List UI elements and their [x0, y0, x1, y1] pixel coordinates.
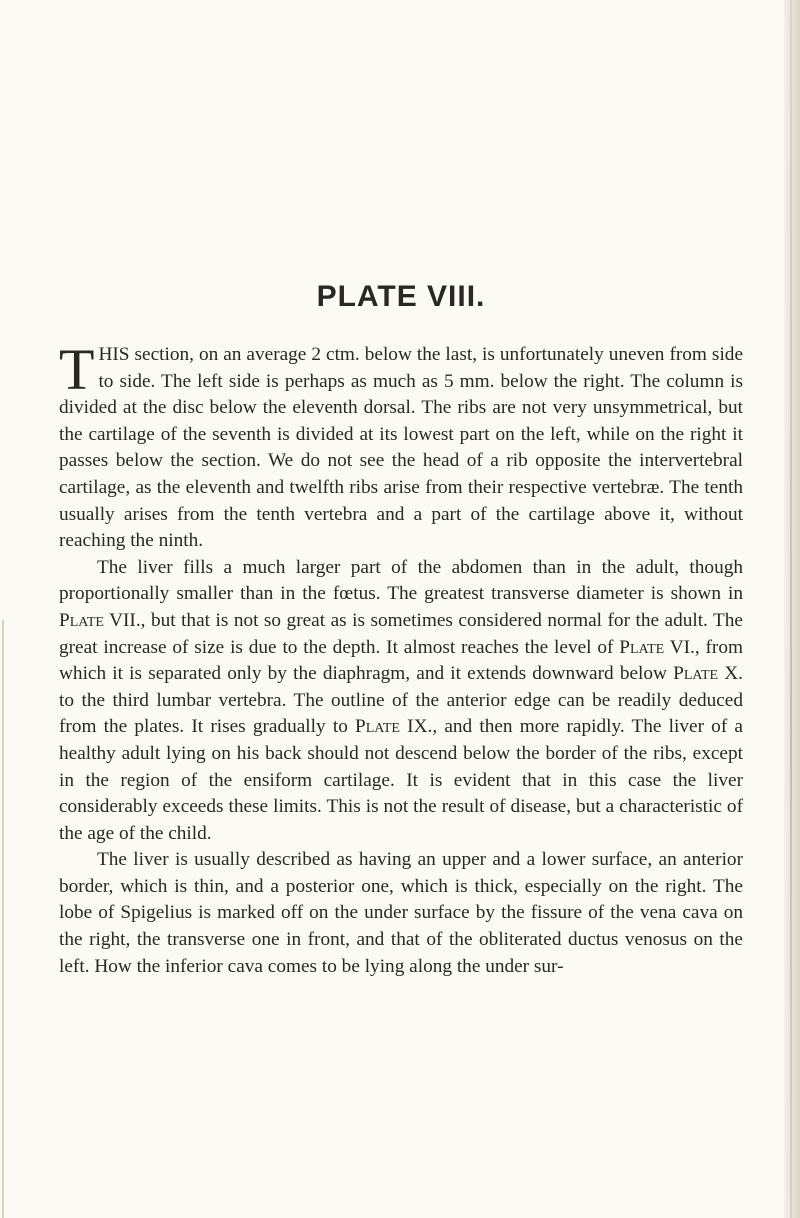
- plate-reference: Plate: [355, 716, 400, 738]
- paragraph-2-text-4: X. to the third lumbar vertebra. The outline of the anterior edge can be readily deduced from the plates. It rises gradually to: [59, 663, 743, 738]
- paragraph-2-text-3: VI., from which it is separated only by the diaphragm, and it extends downward below: [59, 636, 743, 685]
- page-edge-right: [784, 0, 800, 1218]
- body-text: [59, 337, 743, 980]
- plate-reference: Plate: [619, 636, 665, 658]
- paragraph-1-text: HIS section, on an average 2 ctm. below the last, is unfortunately uneven from side to side. The left side is perhaps as much as 5 mm. below the right. The column is divided at the disc below the eleventh dorsal. The ribs are not very unsymmetrical, but the cartilage of the seventh is divided at its lowest part on the left, while on the right it passes below the section. We do not see the head of a rib opposite the intervertebral cartilage, as the eleventh and twelfth ribs arise from their respective vertebræ. The tenth usually arises from the tenth vertebra and a part of the cartilage above it, without reaching the ninth.: [59, 344, 743, 552]
- paragraph-2: [59, 555, 743, 848]
- plate-title: PLATE VIII.: [316, 280, 486, 313]
- paragraph-3-text: The liver is usually described as having an upper and a lower surface, an anterior border, which is thin, and a posterior one, which is thick, especially on the right. The lobe of Spigelius is marked off on the under surface by the fissure of the vena cava on the right, the transverse one in front, and that of the obliterated ductus venosus on the left. How the inferior cava comes to be lying along the under sur-: [59, 849, 743, 977]
- paragraph-1: [59, 337, 743, 555]
- plate-reference: Plate: [673, 663, 719, 685]
- plate-reference: Plate: [59, 609, 104, 631]
- paragraph-2-text-5: IX., and then more rapidly. The liver of a healthy adult lying on his back should not descend below the border of the ribs, except in the region of the ensiform cartilage. It is evident that in this case the liver considerably exceeds these limits. This is not the result of disease, but a characteristic of the age of the child.: [59, 716, 743, 844]
- paragraph-2-text-2: VII., but that is not so great as is sometimes considered normal for the adult. The great increase of size is due to the depth. It almost reaches the level of: [59, 609, 743, 658]
- paragraph-3: [59, 847, 743, 980]
- page-edge-left: [2, 620, 4, 1218]
- drop-cap: T: [59, 337, 95, 402]
- paragraph-2-text-1: The liver fills a much larger part of the abdomen than in the adult, though proportionally smaller than in the fœtus. The greatest transverse diameter is shown in: [59, 556, 743, 605]
